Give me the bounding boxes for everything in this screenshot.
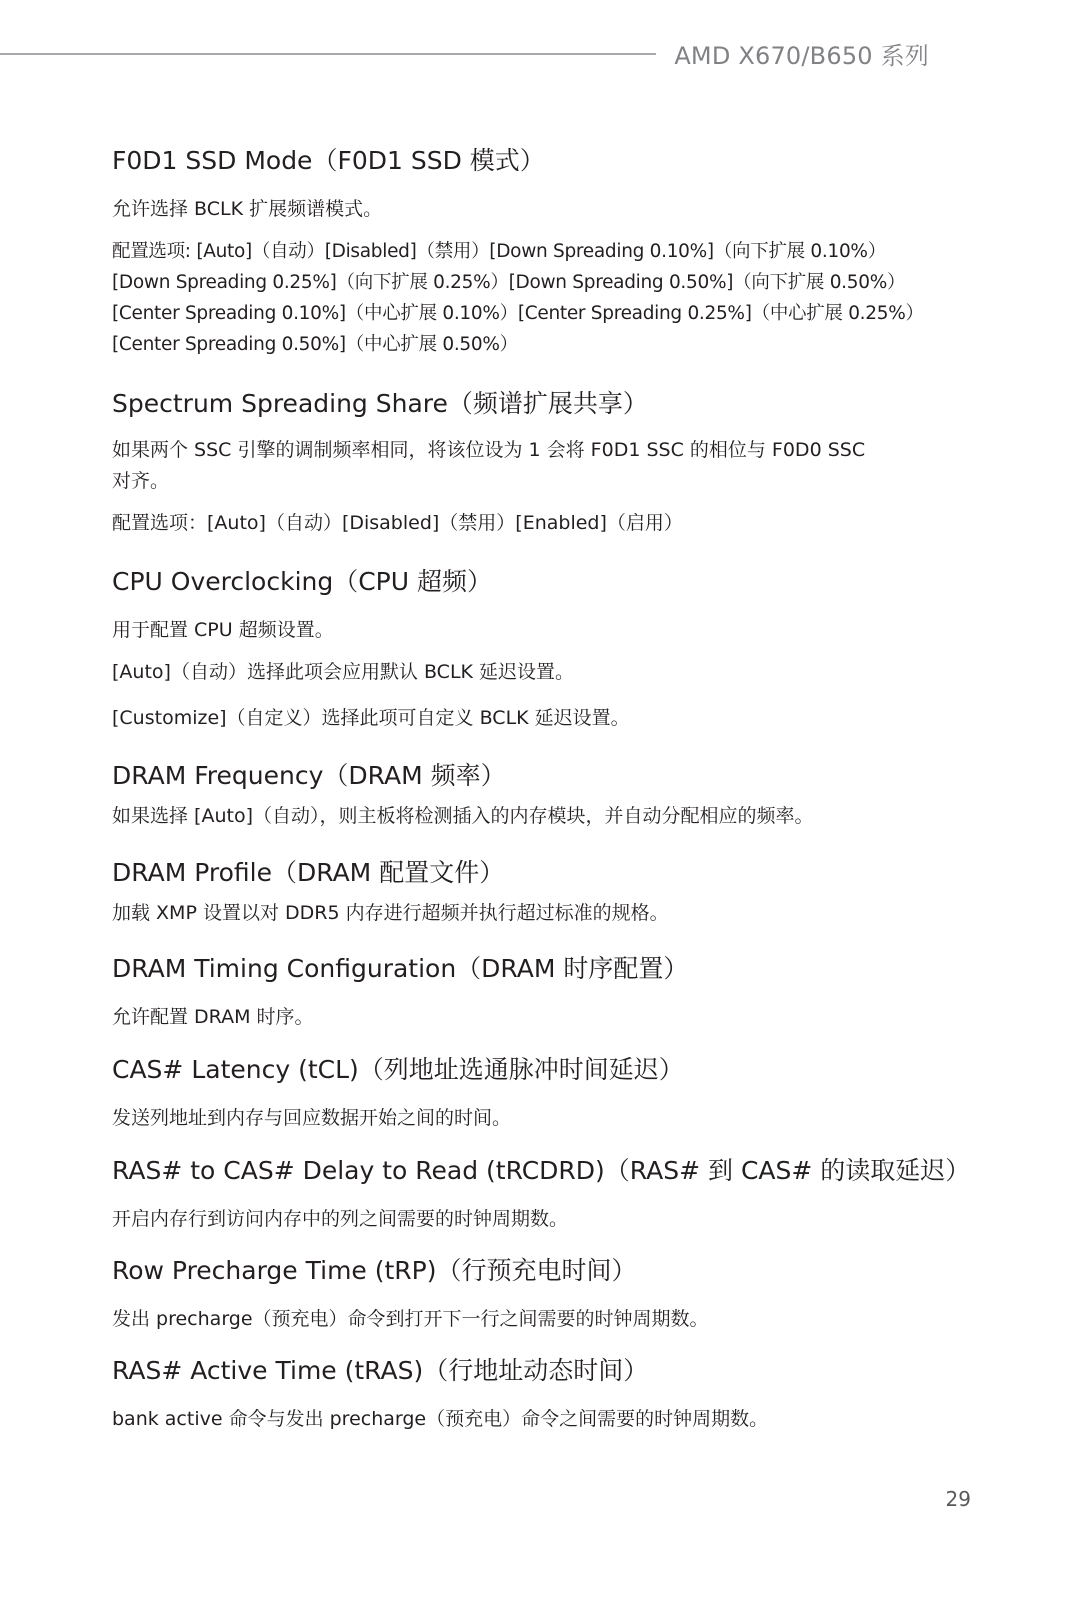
- section-description: 开启内存行到访问内存中的列之间需要的时钟周期数。: [112, 1208, 569, 1230]
- section-description: 对齐。: [112, 470, 170, 492]
- page-number: 29: [945, 1487, 971, 1511]
- config-options-line: 配置选项: [Auto]（自动）[Disabled]（禁用）[Down Spreading 0.10%]（向下扩展 0.10%）: [112, 241, 886, 262]
- section-dram-frequency: [112, 761, 912, 832]
- section-title: Spectrum Spreading Share（频谱扩展共享）: [112, 389, 648, 418]
- section-title: DRAM Profile（DRAM 配置文件）: [112, 858, 505, 887]
- section-ras-to-cas-delay: [112, 1156, 971, 1235]
- section-description: bank active 命令与发出 precharge（预充电）命令之间需要的时钟周期数。: [112, 1408, 769, 1430]
- section-title: RAS# to CAS# Delay to Read (tRCDRD)（RAS# 到 CAS# 的读取延迟）: [112, 1156, 971, 1185]
- section-title: F0D1 SSD Mode（F0D1 SSD 模式）: [112, 146, 545, 175]
- section-f0d1-ssd-mode: [112, 146, 924, 360]
- section-description: 加载 XMP 设置以对 DDR5 内存进行超频并执行超过标准的规格。: [112, 902, 669, 924]
- section-ras-active-time: [112, 1356, 912, 1435]
- section-cas-latency: [112, 1055, 912, 1134]
- section-cpu-overclocking: [112, 567, 912, 734]
- section-row-precharge-time: [112, 1256, 912, 1335]
- option-description: [Auto]（自动）选择此项会应用默认 BCLK 延迟设置。: [112, 661, 575, 683]
- config-options-line: 配置选项：[Auto]（自动）[Disabled]（禁用）[Enabled]（启用）: [112, 512, 683, 534]
- section-dram-profile: [112, 858, 912, 929]
- section-title: DRAM Frequency（DRAM 频率）: [112, 761, 506, 790]
- section-description: 如果两个 SSC 引擎的调制频率相同，将该位设为 1 会将 F0D1 SSC 的相位与 F0D0 SSC: [112, 439, 866, 461]
- section-title: CAS# Latency (tCL)（列地址选通脉冲时间延迟）: [112, 1055, 684, 1084]
- section-title: DRAM Timing Configuration（DRAM 时序配置）: [112, 954, 689, 983]
- config-options-line: [Center Spreading 0.10%]（中心扩展 0.10%）[Center Spreading 0.25%]（中心扩展 0.25%）: [112, 303, 924, 324]
- section-title: Row Precharge Time (tRP)（行预充电时间）: [112, 1256, 637, 1285]
- section-title: RAS# Active Time (tRAS)（行地址动态时间）: [112, 1356, 649, 1385]
- config-options-line: [Down Spreading 0.25%]（向下扩展 0.25%）[Down Spreading 0.50%]（向下扩展 0.50%）: [112, 272, 906, 293]
- section-description: 用于配置 CPU 超频设置。: [112, 619, 334, 641]
- option-description: [Customize]（自定义）选择此项可自定义 BCLK 延迟设置。: [112, 707, 630, 729]
- section-dram-timing-configuration: [112, 954, 912, 1033]
- section-description: 发送列地址到内存与回应数据开始之间的时间。: [112, 1107, 512, 1129]
- config-options-line: [Center Spreading 0.50%]（中心扩展 0.50%）: [112, 334, 518, 355]
- section-title: CPU Overclocking（CPU 超频）: [112, 567, 493, 596]
- section-description: 允许选择 BCLK 扩展频谱模式。: [112, 198, 383, 220]
- section-description: 允许配置 DRAM 时序。: [112, 1006, 314, 1028]
- header-title: AMD X670/B650 系列: [674, 42, 929, 70]
- section-description: 如果选择 [Auto]（自动），则主板将检测插入的内存模块，并自动分配相应的频率。: [112, 805, 814, 827]
- header-rule: [0, 53, 656, 55]
- section-spectrum-spreading-share: [112, 389, 912, 539]
- section-description: 发出 precharge（预充电）命令到打开下一行之间需要的时钟周期数。: [112, 1308, 709, 1330]
